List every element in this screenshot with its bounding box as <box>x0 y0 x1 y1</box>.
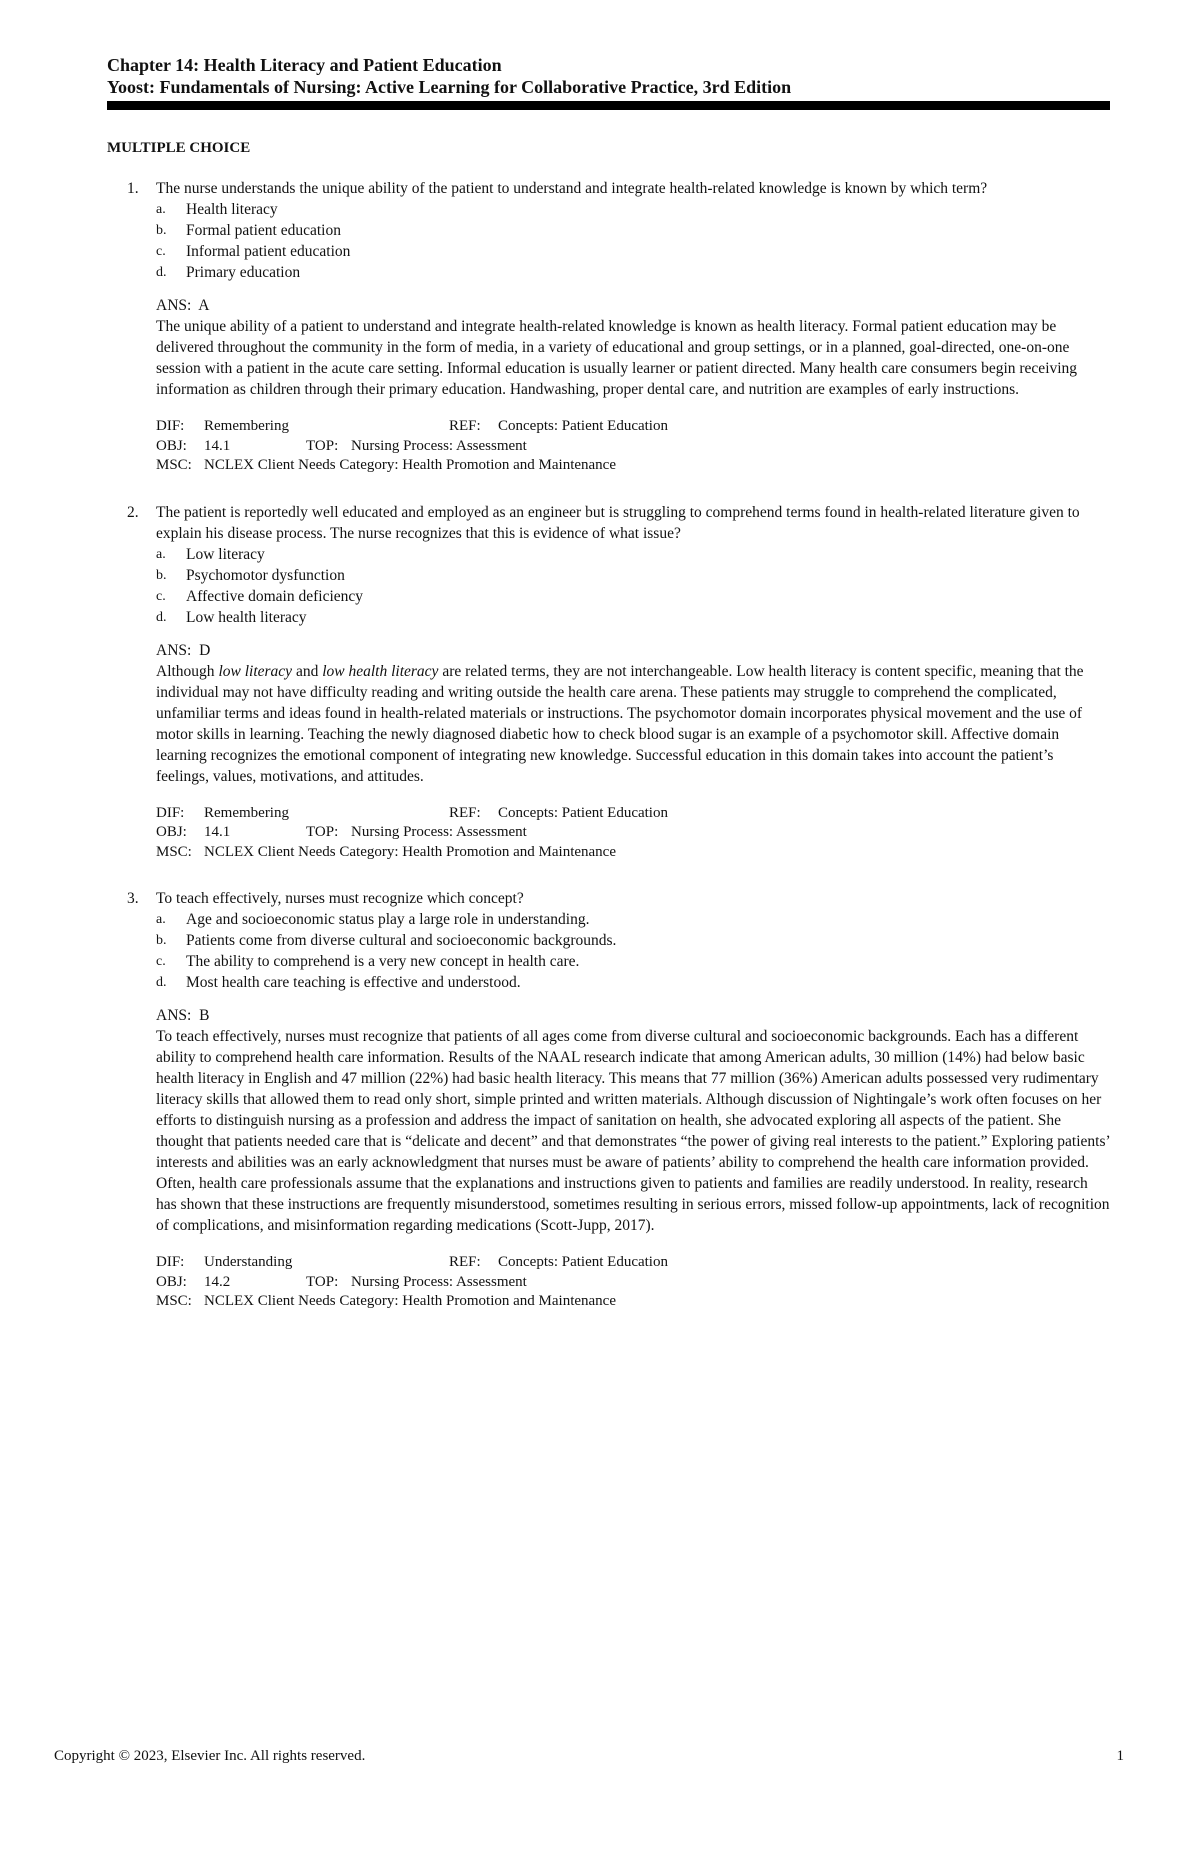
option-b <box>156 565 1110 586</box>
rationale-text: are related terms, they are not interchangeable. Low health literacy is content specific, meaning that the individual may not have difficulty reading and writing outside the health care arena. These patients may struggle to comprehend the complicated, unfamiliar terms and ideas found in health-related materials or instructions. The psychomotor domain incorporates physical movement and the use of motor skills in learning. Teaching the newly diagnosed diabetic how to check blood sugar is an example of a psychomotor skill. Affective domain learning recognizes the emotional component of integrating new knowledge. Successful education in this domain takes into account the patient’s feelings, values, motivations, and attitudes. <box>156 662 1084 785</box>
answer-key <box>156 1005 1110 1026</box>
msc-label: MSC: <box>156 1293 192 1309</box>
rationale: The unique ability of a patient to understand and integrate health-related knowledge is known as health literacy. Formal patient education may be delivered throughout the community in the form of media, in a variety of educational and group settings, or in a planned, goal-directed, one-on-one session with a patient in the acute care setting. Informal education is usually learner or patient directed. Many health care consumers begin receiving information as children through their primary education. Handwashing, proper dental care, and nutrition are examples of early instructions. <box>156 318 1078 398</box>
answer-value: A <box>198 297 210 314</box>
page-number: 1 <box>1116 1748 1124 1764</box>
answer-options <box>156 199 1110 283</box>
ref-label: REF: <box>449 1254 481 1270</box>
option-text: Patients come from diverse cultural and socioeconomic backgrounds. <box>186 932 617 949</box>
dif-value: Remembering <box>204 804 289 821</box>
rationale: To teach effectively, nurses must recognize that patients of all ages come from diverse cultural and socioeconomic backgrounds. Each has a different ability to comprehend health care information. Results of the NAAL research indicate that among American adults, 30 million (14%) had below basic health literacy in English and 47 million (22%) had basic health literacy. This means that 77 million (36%) American adults possessed very rudimentary literacy skills that allowed them to read only short, simple printed and written materials. Although discussion of Nightingale’s work often focuses on her efforts to distinguish nursing as a profession and address the impact of sanitation on health, she advocated exploring all aspects of the patient. She thought that patients needed care that is “delicate and decent” and that demonstrates “the power of giving real interests to the patient.” Exploring patients’ interests and abilities was an early acknowledgment that nurses must be aware of patients’ ability to comprehend the health care information provided. Often, health care professionals assume that the explanations and instructions given to patients and families are readily understood. In reality, research has shown that these instructions are frequently misunderstood, sometimes resulting in serious errors, missed follow-up appointments, lack of recognition of complications, and misinformation regarding medications (Scott-Jupp, 2017). <box>156 1028 1110 1234</box>
question-list <box>107 178 1110 1338</box>
top-label: TOP: <box>306 1273 339 1290</box>
option-text: The ability to comprehend is a very new concept in health care. <box>186 953 580 970</box>
option-letter: a. <box>156 546 166 562</box>
msc-value: NCLEX Client Needs Category: Health Promotion and Maintenance <box>204 457 616 473</box>
answer-options <box>156 909 1110 993</box>
option-letter: d. <box>156 265 167 280</box>
question-3 <box>107 888 1110 1312</box>
question-metadata <box>156 417 1110 476</box>
answer-key <box>156 295 1110 316</box>
dif-label: DIF: <box>156 804 185 821</box>
top-value: Nursing Process: Assessment <box>351 437 527 454</box>
option-letter: c. <box>156 244 166 259</box>
book-title: Yoost: Fundamentals of Nursing: Active Learning for Collaborative Practice, 3rd Edition <box>107 77 792 97</box>
answer-label: ANS: <box>156 297 192 314</box>
answer-options <box>156 544 1110 628</box>
header-rule <box>107 101 1110 110</box>
rationale-text: Although <box>156 662 219 680</box>
rationale-term: low health literacy <box>322 662 439 680</box>
obj-label: OBJ: <box>156 437 187 454</box>
answer-value: D <box>199 641 211 659</box>
obj-value: 14.1 <box>204 824 231 840</box>
msc-value: NCLEX Client Needs Category: Health Promotion and Maintenance <box>204 1293 616 1309</box>
question-1 <box>107 178 1110 476</box>
question-metadata <box>156 1253 1110 1312</box>
chapter-title: Chapter 14: Health Literacy and Patient Education <box>107 55 502 75</box>
obj-value: 14.2 <box>204 1273 231 1290</box>
option-a <box>156 909 1110 930</box>
ref-label: REF: <box>449 804 481 821</box>
top-label: TOP: <box>306 824 339 840</box>
answer-key <box>156 640 1110 661</box>
obj-value: 14.1 <box>204 437 231 454</box>
answer-value: B <box>199 1007 210 1024</box>
question-2 <box>107 502 1110 863</box>
option-text: Primary education <box>186 264 301 281</box>
section-title: MULTIPLE CHOICE <box>107 140 251 156</box>
msc-label: MSC: <box>156 843 192 860</box>
option-text: Formal patient education <box>186 222 341 239</box>
option-letter: d. <box>156 975 167 990</box>
option-c <box>156 241 1110 262</box>
question-metadata <box>156 804 1110 863</box>
rationale <box>156 661 1110 787</box>
dif-label: DIF: <box>156 418 185 434</box>
option-b <box>156 930 1110 951</box>
option-b <box>156 220 1110 241</box>
option-a <box>156 544 1110 565</box>
option-text: Affective domain deficiency <box>186 587 364 605</box>
option-text: Low literacy <box>186 545 265 563</box>
option-letter: a. <box>156 202 166 217</box>
question-number: 3. <box>127 890 139 907</box>
msc-label: MSC: <box>156 457 192 473</box>
ref-label: REF: <box>449 418 481 434</box>
option-c <box>156 951 1110 972</box>
copyright-notice: Copyright © 2023, Elsevier Inc. All rights reserved. <box>54 1748 366 1764</box>
dif-value: Understanding <box>204 1254 293 1270</box>
dif-label: DIF: <box>156 1254 185 1270</box>
option-d <box>156 607 1110 628</box>
option-letter: b. <box>156 223 167 238</box>
option-letter: c. <box>156 954 166 969</box>
obj-label: OBJ: <box>156 824 187 840</box>
question-number: 1. <box>127 180 139 197</box>
question-number: 2. <box>127 503 139 521</box>
top-value: Nursing Process: Assessment <box>351 824 527 840</box>
question-stem: The patient is reportedly well educated and employed as an engineer but is struggling to comprehend terms found in health-related literature given to explain his disease process. The nurse recognizes that this is evidence of what issue? <box>156 503 1080 542</box>
option-letter: b. <box>156 933 167 948</box>
option-d <box>156 972 1110 993</box>
ref-value: Concepts: Patient Education <box>498 418 668 434</box>
obj-label: OBJ: <box>156 1273 187 1290</box>
option-text: Age and socioeconomic status play a large role in understanding. <box>186 911 590 928</box>
answer-label: ANS: <box>156 1007 192 1024</box>
question-stem: The nurse understands the unique ability of the patient to understand and integrate health-related knowledge is known by which term? <box>156 180 988 197</box>
option-letter: a. <box>156 912 166 927</box>
option-letter: b. <box>156 567 167 583</box>
top-value: Nursing Process: Assessment <box>351 1273 527 1290</box>
rationale-text: and <box>292 662 323 680</box>
option-a <box>156 199 1110 220</box>
option-d <box>156 262 1110 283</box>
rationale-term: low literacy <box>218 662 293 680</box>
option-letter: d. <box>156 609 167 625</box>
document-header <box>107 54 1107 98</box>
msc-value: NCLEX Client Needs Category: Health Promotion and Maintenance <box>204 843 616 860</box>
option-c <box>156 586 1110 607</box>
option-text: Informal patient education <box>186 243 351 260</box>
ref-value: Concepts: Patient Education <box>498 1254 668 1270</box>
option-text: Health literacy <box>186 201 278 218</box>
option-text: Low health literacy <box>186 608 307 626</box>
dif-value: Remembering <box>204 418 289 434</box>
question-stem: To teach effectively, nurses must recognize which concept? <box>156 890 524 907</box>
option-letter: c. <box>156 588 166 604</box>
top-label: TOP: <box>306 437 339 454</box>
ref-value: Concepts: Patient Education <box>498 804 668 821</box>
answer-label: ANS: <box>156 641 192 659</box>
option-text: Psychomotor dysfunction <box>186 566 345 584</box>
option-text: Most health care teaching is effective and understood. <box>186 974 521 991</box>
